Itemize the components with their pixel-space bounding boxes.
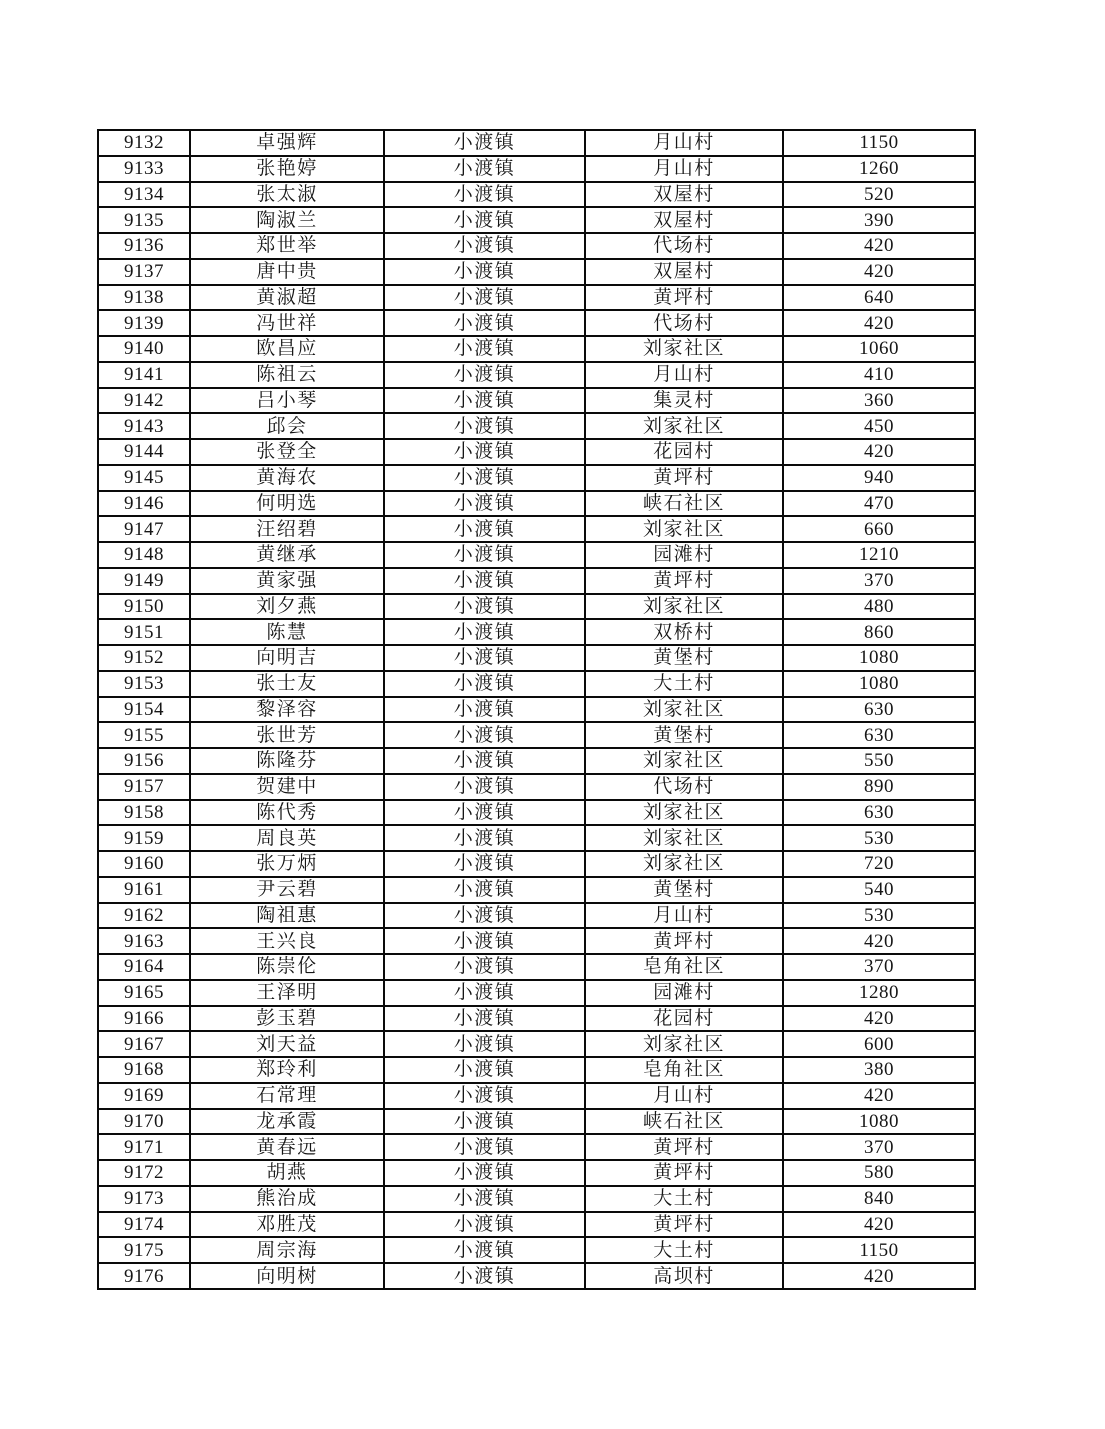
table-row <box>98 1109 975 1135</box>
cell-town: 小渡镇 <box>384 542 585 568</box>
cell-amount: 380 <box>783 1057 975 1083</box>
cell-name: 黄春远 <box>190 1134 384 1160</box>
table-row <box>98 1160 975 1186</box>
cell-town: 小渡镇 <box>384 336 585 362</box>
cell-id: 9139 <box>98 310 190 336</box>
cell-village: 大土村 <box>585 671 783 697</box>
cell-id: 9172 <box>98 1160 190 1186</box>
table-row <box>98 233 975 259</box>
cell-town: 小渡镇 <box>384 671 585 697</box>
cell-name: 刘天益 <box>190 1031 384 1057</box>
table-row <box>98 310 975 336</box>
cell-id: 9142 <box>98 388 190 414</box>
cell-town: 小渡镇 <box>384 980 585 1006</box>
table-row <box>98 491 975 517</box>
cell-town: 小渡镇 <box>384 928 585 954</box>
cell-name: 张太淑 <box>190 182 384 208</box>
cell-id: 9152 <box>98 645 190 671</box>
cell-town: 小渡镇 <box>384 1006 585 1032</box>
table-row <box>98 1212 975 1238</box>
cell-amount: 1080 <box>783 671 975 697</box>
table-row <box>98 156 975 182</box>
cell-town: 小渡镇 <box>384 877 585 903</box>
table-row <box>98 1031 975 1057</box>
cell-id: 9140 <box>98 336 190 362</box>
cell-village: 黄坪村 <box>585 928 783 954</box>
table-row <box>98 1134 975 1160</box>
table-row <box>98 1057 975 1083</box>
table-row <box>98 774 975 800</box>
cell-id: 9138 <box>98 285 190 311</box>
cell-amount: 470 <box>783 491 975 517</box>
cell-village: 刘家社区 <box>585 516 783 542</box>
cell-village: 月山村 <box>585 1083 783 1109</box>
cell-town: 小渡镇 <box>384 310 585 336</box>
cell-name: 郑玲利 <box>190 1057 384 1083</box>
cell-name: 张士友 <box>190 671 384 697</box>
table-row <box>98 285 975 311</box>
cell-village: 月山村 <box>585 903 783 929</box>
cell-village: 刘家社区 <box>585 800 783 826</box>
cell-amount: 660 <box>783 516 975 542</box>
cell-village: 花园村 <box>585 439 783 465</box>
cell-amount: 1210 <box>783 542 975 568</box>
cell-town: 小渡镇 <box>384 465 585 491</box>
cell-village: 双屋村 <box>585 182 783 208</box>
cell-name: 冯世祥 <box>190 310 384 336</box>
cell-town: 小渡镇 <box>384 182 585 208</box>
cell-id: 9157 <box>98 774 190 800</box>
cell-town: 小渡镇 <box>384 1109 585 1135</box>
cell-name: 黄继承 <box>190 542 384 568</box>
cell-amount: 370 <box>783 954 975 980</box>
cell-id: 9163 <box>98 928 190 954</box>
cell-name: 向明吉 <box>190 645 384 671</box>
cell-town: 小渡镇 <box>384 1057 585 1083</box>
cell-amount: 630 <box>783 722 975 748</box>
cell-town: 小渡镇 <box>384 800 585 826</box>
table-row <box>98 388 975 414</box>
cell-village: 黄坪村 <box>585 1134 783 1160</box>
cell-village: 集灵村 <box>585 388 783 414</box>
cell-amount: 480 <box>783 594 975 620</box>
cell-id: 9145 <box>98 465 190 491</box>
cell-name: 熊治成 <box>190 1186 384 1212</box>
cell-town: 小渡镇 <box>384 362 585 388</box>
cell-town: 小渡镇 <box>384 156 585 182</box>
cell-town: 小渡镇 <box>384 207 585 233</box>
cell-name: 郑世举 <box>190 233 384 259</box>
cell-name: 彭玉碧 <box>190 1006 384 1032</box>
cell-village: 刘家社区 <box>585 697 783 723</box>
table-row <box>98 259 975 285</box>
cell-id: 9153 <box>98 671 190 697</box>
cell-amount: 370 <box>783 1134 975 1160</box>
cell-id: 9137 <box>98 259 190 285</box>
cell-name: 黎泽容 <box>190 697 384 723</box>
cell-name: 向明树 <box>190 1263 384 1289</box>
cell-id: 9151 <box>98 619 190 645</box>
cell-amount: 420 <box>783 233 975 259</box>
table-row <box>98 748 975 774</box>
cell-village: 黄坪村 <box>585 568 783 594</box>
cell-town: 小渡镇 <box>384 1160 585 1186</box>
cell-amount: 550 <box>783 748 975 774</box>
cell-name: 刘夕燕 <box>190 594 384 620</box>
cell-name: 胡燕 <box>190 1160 384 1186</box>
table-row <box>98 1083 975 1109</box>
cell-town: 小渡镇 <box>384 1083 585 1109</box>
cell-amount: 420 <box>783 1083 975 1109</box>
cell-village: 月山村 <box>585 130 783 156</box>
cell-village: 峡石社区 <box>585 1109 783 1135</box>
cell-id: 9147 <box>98 516 190 542</box>
cell-amount: 640 <box>783 285 975 311</box>
cell-amount: 1280 <box>783 980 975 1006</box>
cell-name: 周宗海 <box>190 1237 384 1263</box>
table-row <box>98 594 975 620</box>
cell-village: 刘家社区 <box>585 1031 783 1057</box>
cell-amount: 840 <box>783 1186 975 1212</box>
cell-id: 9156 <box>98 748 190 774</box>
cell-amount: 360 <box>783 388 975 414</box>
cell-id: 9141 <box>98 362 190 388</box>
cell-name: 石常理 <box>190 1083 384 1109</box>
cell-id: 9173 <box>98 1186 190 1212</box>
cell-amount: 890 <box>783 774 975 800</box>
cell-village: 花园村 <box>585 1006 783 1032</box>
cell-amount: 530 <box>783 903 975 929</box>
cell-amount: 420 <box>783 259 975 285</box>
cell-amount: 370 <box>783 568 975 594</box>
cell-village: 黄坪村 <box>585 1212 783 1238</box>
cell-id: 9160 <box>98 851 190 877</box>
cell-town: 小渡镇 <box>384 619 585 645</box>
cell-id: 9175 <box>98 1237 190 1263</box>
cell-name: 陈隆芬 <box>190 748 384 774</box>
cell-village: 大土村 <box>585 1237 783 1263</box>
cell-amount: 1060 <box>783 336 975 362</box>
cell-id: 9134 <box>98 182 190 208</box>
table-row <box>98 465 975 491</box>
cell-id: 9158 <box>98 800 190 826</box>
cell-name: 陈代秀 <box>190 800 384 826</box>
cell-town: 小渡镇 <box>384 439 585 465</box>
table-row <box>98 182 975 208</box>
cell-town: 小渡镇 <box>384 388 585 414</box>
cell-village: 刘家社区 <box>585 825 783 851</box>
cell-id: 9165 <box>98 980 190 1006</box>
cell-town: 小渡镇 <box>384 1237 585 1263</box>
cell-village: 刘家社区 <box>585 594 783 620</box>
table-row <box>98 568 975 594</box>
cell-town: 小渡镇 <box>384 954 585 980</box>
table-row <box>98 336 975 362</box>
cell-village: 高坝村 <box>585 1263 783 1289</box>
table-row <box>98 1186 975 1212</box>
cell-village: 大土村 <box>585 1186 783 1212</box>
cell-name: 黄家强 <box>190 568 384 594</box>
cell-id: 9167 <box>98 1031 190 1057</box>
cell-town: 小渡镇 <box>384 774 585 800</box>
cell-town: 小渡镇 <box>384 259 585 285</box>
cell-name: 陈慧 <box>190 619 384 645</box>
table-row <box>98 619 975 645</box>
cell-amount: 600 <box>783 1031 975 1057</box>
table-row <box>98 722 975 748</box>
cell-id: 9146 <box>98 491 190 517</box>
cell-id: 9170 <box>98 1109 190 1135</box>
cell-name: 贺建中 <box>190 774 384 800</box>
cell-village: 皂角社区 <box>585 1057 783 1083</box>
cell-village: 黄堡村 <box>585 645 783 671</box>
cell-village: 园滩村 <box>585 980 783 1006</box>
table-row <box>98 954 975 980</box>
cell-amount: 420 <box>783 928 975 954</box>
cell-name: 卓强辉 <box>190 130 384 156</box>
cell-village: 月山村 <box>585 362 783 388</box>
cell-id: 9144 <box>98 439 190 465</box>
cell-village: 黄坪村 <box>585 285 783 311</box>
table-row <box>98 671 975 697</box>
cell-name: 吕小琴 <box>190 388 384 414</box>
table-row <box>98 1237 975 1263</box>
cell-name: 张世芳 <box>190 722 384 748</box>
table-body <box>98 130 975 1289</box>
cell-town: 小渡镇 <box>384 1031 585 1057</box>
table-row <box>98 877 975 903</box>
cell-name: 尹云碧 <box>190 877 384 903</box>
cell-amount: 1260 <box>783 156 975 182</box>
cell-amount: 1080 <box>783 645 975 671</box>
cell-name: 黄海农 <box>190 465 384 491</box>
cell-name: 张艳婷 <box>190 156 384 182</box>
cell-name: 汪绍碧 <box>190 516 384 542</box>
cell-amount: 420 <box>783 439 975 465</box>
cell-name: 邱会 <box>190 413 384 439</box>
cell-village: 园滩村 <box>585 542 783 568</box>
cell-id: 9136 <box>98 233 190 259</box>
cell-name: 邓胜茂 <box>190 1212 384 1238</box>
cell-amount: 420 <box>783 310 975 336</box>
table-row <box>98 542 975 568</box>
table-row <box>98 362 975 388</box>
cell-town: 小渡镇 <box>384 748 585 774</box>
cell-town: 小渡镇 <box>384 233 585 259</box>
cell-name: 陶淑兰 <box>190 207 384 233</box>
table-row <box>98 1006 975 1032</box>
cell-town: 小渡镇 <box>384 903 585 929</box>
cell-town: 小渡镇 <box>384 1212 585 1238</box>
cell-id: 9174 <box>98 1212 190 1238</box>
cell-name: 龙承霞 <box>190 1109 384 1135</box>
cell-village: 黄坪村 <box>585 1160 783 1186</box>
cell-village: 黄堡村 <box>585 877 783 903</box>
cell-amount: 420 <box>783 1212 975 1238</box>
cell-name: 周良英 <box>190 825 384 851</box>
cell-village: 刘家社区 <box>585 851 783 877</box>
cell-id: 9132 <box>98 130 190 156</box>
cell-name: 王泽明 <box>190 980 384 1006</box>
cell-village: 皂角社区 <box>585 954 783 980</box>
cell-amount: 630 <box>783 800 975 826</box>
cell-town: 小渡镇 <box>384 1134 585 1160</box>
cell-id: 9171 <box>98 1134 190 1160</box>
table-row <box>98 439 975 465</box>
cell-village: 双桥村 <box>585 619 783 645</box>
table-row <box>98 825 975 851</box>
cell-amount: 860 <box>783 619 975 645</box>
cell-amount: 420 <box>783 1263 975 1289</box>
cell-name: 欧昌应 <box>190 336 384 362</box>
cell-amount: 1150 <box>783 1237 975 1263</box>
table-row <box>98 516 975 542</box>
cell-id: 9164 <box>98 954 190 980</box>
cell-town: 小渡镇 <box>384 1263 585 1289</box>
cell-id: 9143 <box>98 413 190 439</box>
cell-amount: 390 <box>783 207 975 233</box>
table-row <box>98 851 975 877</box>
cell-village: 双屋村 <box>585 207 783 233</box>
cell-name: 陈祖云 <box>190 362 384 388</box>
cell-name: 陈崇伦 <box>190 954 384 980</box>
cell-village: 峡石社区 <box>585 491 783 517</box>
cell-village: 代场村 <box>585 233 783 259</box>
cell-id: 9168 <box>98 1057 190 1083</box>
cell-village: 刘家社区 <box>585 748 783 774</box>
table-row <box>98 800 975 826</box>
table-row <box>98 980 975 1006</box>
cell-town: 小渡镇 <box>384 1186 585 1212</box>
cell-name: 张万炳 <box>190 851 384 877</box>
cell-town: 小渡镇 <box>384 722 585 748</box>
cell-amount: 540 <box>783 877 975 903</box>
cell-town: 小渡镇 <box>384 697 585 723</box>
cell-id: 9166 <box>98 1006 190 1032</box>
table-row <box>98 697 975 723</box>
cell-amount: 450 <box>783 413 975 439</box>
cell-id: 9133 <box>98 156 190 182</box>
cell-village: 黄堡村 <box>585 722 783 748</box>
cell-amount: 630 <box>783 697 975 723</box>
cell-amount: 1080 <box>783 1109 975 1135</box>
cell-village: 月山村 <box>585 156 783 182</box>
cell-id: 9154 <box>98 697 190 723</box>
cell-amount: 520 <box>783 182 975 208</box>
cell-name: 黄淑超 <box>190 285 384 311</box>
cell-village: 刘家社区 <box>585 413 783 439</box>
cell-name: 张登全 <box>190 439 384 465</box>
cell-town: 小渡镇 <box>384 825 585 851</box>
cell-amount: 720 <box>783 851 975 877</box>
cell-id: 9149 <box>98 568 190 594</box>
cell-id: 9161 <box>98 877 190 903</box>
cell-id: 9155 <box>98 722 190 748</box>
cell-id: 9159 <box>98 825 190 851</box>
cell-id: 9150 <box>98 594 190 620</box>
cell-amount: 580 <box>783 1160 975 1186</box>
cell-town: 小渡镇 <box>384 516 585 542</box>
table-row <box>98 903 975 929</box>
cell-id: 9169 <box>98 1083 190 1109</box>
cell-town: 小渡镇 <box>384 285 585 311</box>
cell-name: 陶祖惠 <box>190 903 384 929</box>
cell-amount: 940 <box>783 465 975 491</box>
cell-town: 小渡镇 <box>384 413 585 439</box>
cell-id: 9176 <box>98 1263 190 1289</box>
cell-id: 9135 <box>98 207 190 233</box>
table-row <box>98 928 975 954</box>
record-table <box>97 129 976 1290</box>
cell-name: 王兴良 <box>190 928 384 954</box>
cell-id: 9148 <box>98 542 190 568</box>
cell-id: 9162 <box>98 903 190 929</box>
table-row <box>98 1263 975 1289</box>
cell-amount: 1150 <box>783 130 975 156</box>
cell-town: 小渡镇 <box>384 594 585 620</box>
cell-town: 小渡镇 <box>384 568 585 594</box>
cell-town: 小渡镇 <box>384 130 585 156</box>
cell-name: 何明选 <box>190 491 384 517</box>
table-row <box>98 130 975 156</box>
cell-town: 小渡镇 <box>384 491 585 517</box>
table-row <box>98 645 975 671</box>
cell-amount: 410 <box>783 362 975 388</box>
table-row <box>98 207 975 233</box>
cell-village: 黄坪村 <box>585 465 783 491</box>
cell-amount: 530 <box>783 825 975 851</box>
cell-village: 代场村 <box>585 774 783 800</box>
cell-village: 双屋村 <box>585 259 783 285</box>
cell-town: 小渡镇 <box>384 645 585 671</box>
cell-town: 小渡镇 <box>384 851 585 877</box>
cell-amount: 420 <box>783 1006 975 1032</box>
cell-village: 代场村 <box>585 310 783 336</box>
cell-village: 刘家社区 <box>585 336 783 362</box>
table-row <box>98 413 975 439</box>
cell-name: 唐中贵 <box>190 259 384 285</box>
